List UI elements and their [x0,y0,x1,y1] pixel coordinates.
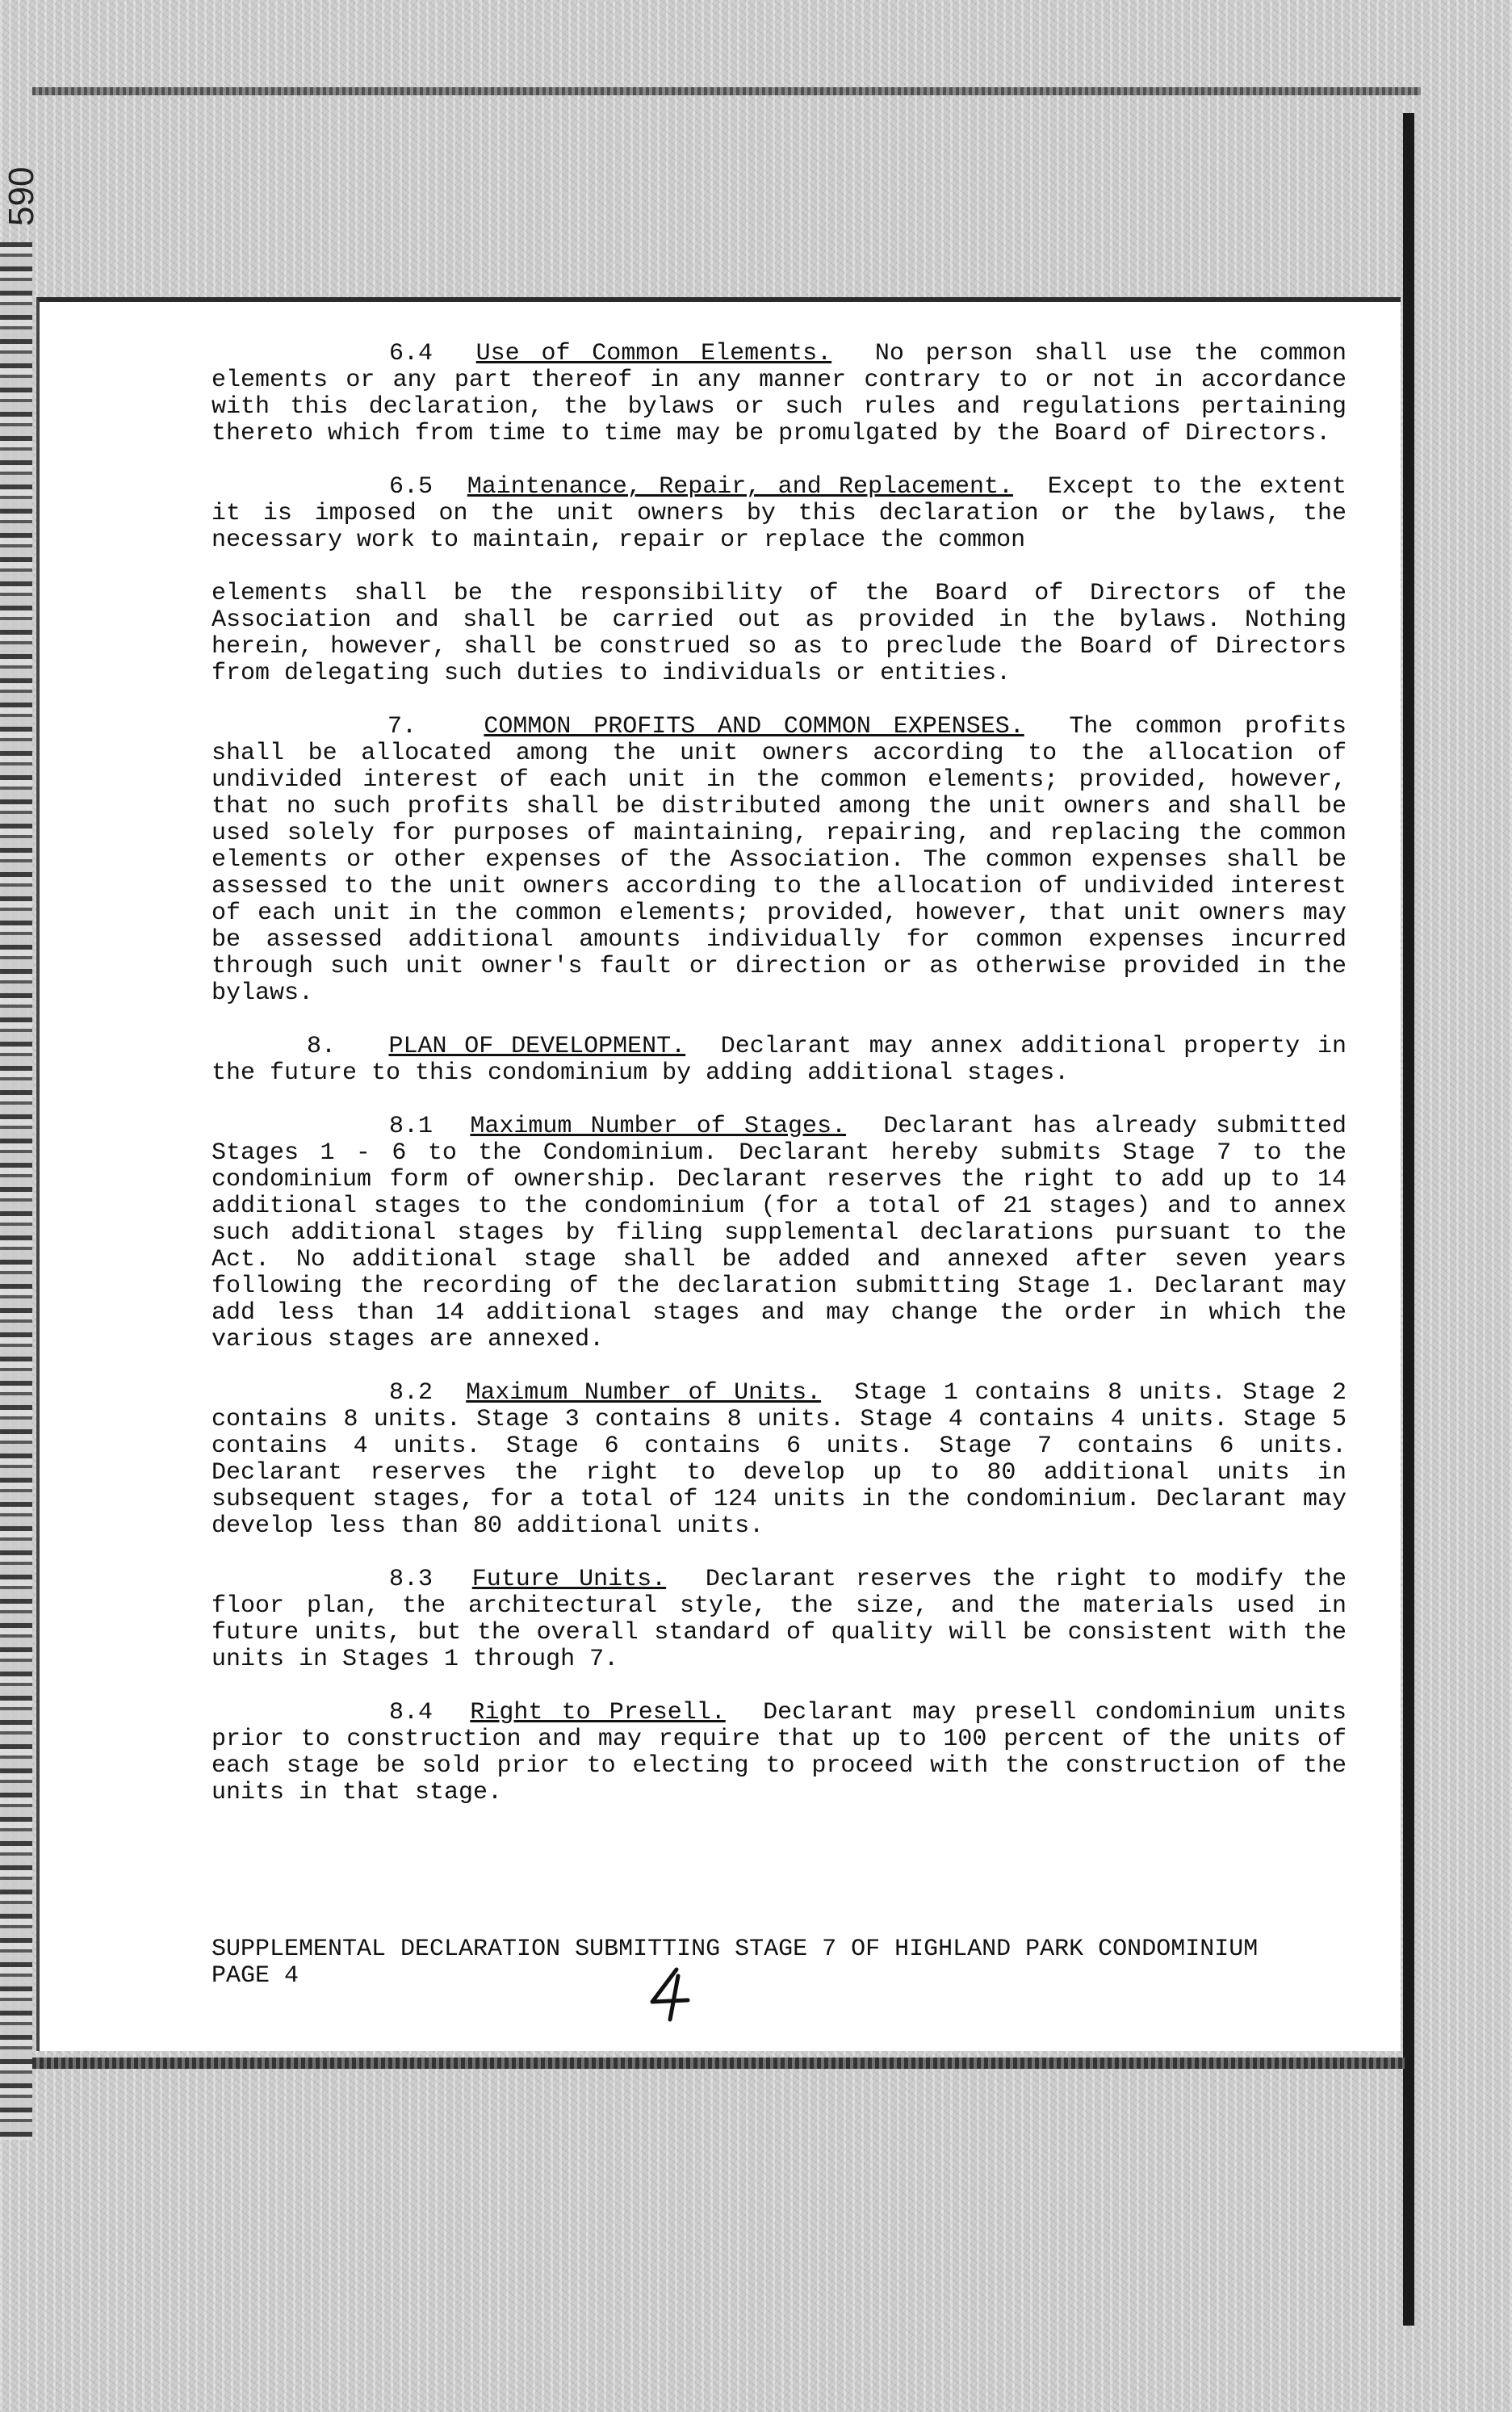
section-number: 8.2 [389,1379,433,1407]
section-7 [212,714,1347,1007]
section-text: Except to the extent it is imposed on the unit owners by this declaration or the bylaws, the necessary work to maintain, repair or replace the common [212,473,1347,554]
section-number: 7. [387,713,417,740]
section-8-4 [212,1700,1347,1806]
footer-page-label: PAGE 4 [212,1962,299,1990]
section-heading: COMMON PROFITS AND COMMON EXPENSES. [484,713,1024,740]
document-body [212,341,1347,1833]
section-8-1 [212,1114,1347,1353]
section-heading: PLAN OF DEVELOPMENT. [388,1033,686,1060]
footer-title: SUPPLEMENTAL DECLARATION SUBMITTING STAGE 7 OF HIGHLAND PARK CONDOMINIUM [212,1936,1259,1963]
scan-bottom-rule [32,2058,1405,2069]
section-heading: Maintenance, Repair, and Replacement. [467,473,1014,501]
section-8-2 [212,1380,1347,1540]
section-text: Stage 1 contains 8 units. Stage 2 contains 8 units. Stage 3 contains 8 units. Stage 4 contains 4 units. Stage 5 contains 4 units. Stage 6 contains 6 units. Stage 7 contains 6 units. Declarant reserves the right to develop up to 80 additional units in subsequent stages, for a total of 124 units in the condominium. Declarant may develop less than 80 additional units. [212,1379,1347,1540]
section-8 [212,1034,1347,1087]
section-number: 6.4 [389,340,433,367]
section-text: Declarant may annex additional property in the future to this condominium by adding additional stages. [212,1033,1347,1087]
section-number: 8.4 [389,1699,433,1726]
section-number: 8.3 [389,1566,433,1593]
section-heading: Maximum Number of Units. [466,1379,822,1407]
section-text: elements shall be the responsibility of the Board of Directors of the Association and shall be carried out as provided in the bylaws. Nothing herein, however, shall be construed so as to preclude the Board of Directors from delegating such duties to individuals or entities. [212,580,1347,687]
section-number: 6.5 [389,473,433,501]
handwritten-page-number-mark [646,1966,694,2023]
page-footer [212,1936,1358,1990]
section-heading: Use of Common Elements. [475,340,832,367]
section-text: Declarant may presell condominium units prior to construction and may require that up to 100 percent of the units of each stage be sold prior to electing to proceed with the construction of the units in that stage. [212,1699,1347,1806]
section-text: Declarant has already submitted Stages 1 - 6 to the Condominium. Declarant hereby submits Stage 7 to the condominium form of ownership. Declarant reserves the right to add up to 14 additional stages to the condominium (for a total of 21 stages) and to annex such additional stages by filing supplemental declarations pursuant to the Act. No additional stage shall be added and annexed after seven years following the recording of the declaration submitting Stage 1. Declarant may add less than 14 additional stages and may change the order in which the various stages are annexed. [212,1113,1347,1353]
section-6-5 [212,474,1347,554]
section-8-3 [212,1567,1347,1673]
section-text: The common profits shall be allocated among the unit owners according to the allocation of undivided interest of each unit in the common elements; provided, however, that no such profits shall be distributed among the unit owners and shall be used solely for purposes of maintaining, repairing, and replacing the common elements or other expenses of the Association. The common expenses shall be assessed to the unit owners according to the allocation of undivided interest of each unit in the common elements; provided, however, that unit owners may be assessed additional amounts individually for common expenses incurred through such unit owner's fault or direction or as otherwise provided in the bylaws. [212,713,1347,1007]
section-text: No person shall use the common elements or any part thereof in any manner contrary to or not in accordance with this declaration, the bylaws or such rules and regulations pertaining thereto which from time to time may be promulgated by the Board of Directors. [212,340,1347,447]
scan-right-bar [1403,113,1414,2326]
section-heading: Right to Presell. [470,1699,726,1726]
margin-mark: 590 [2,166,41,226]
section-heading: Future Units. [471,1566,667,1593]
scan-left-margin-marks [0,242,32,2140]
section-text: Declarant reserves the right to modify the floor plan, the architectural style, the size, and the materials used in future units, but the overall standard of quality will be consistent with the units in Stages 1 through 7. [212,1566,1347,1673]
section-number: 8.1 [389,1113,433,1140]
section-6-4 [212,341,1347,447]
section-6-5-continued [212,581,1347,687]
section-number: 8. [307,1033,337,1060]
section-heading: Maximum Number of Stages. [470,1113,846,1140]
scan-top-rule [32,87,1421,95]
